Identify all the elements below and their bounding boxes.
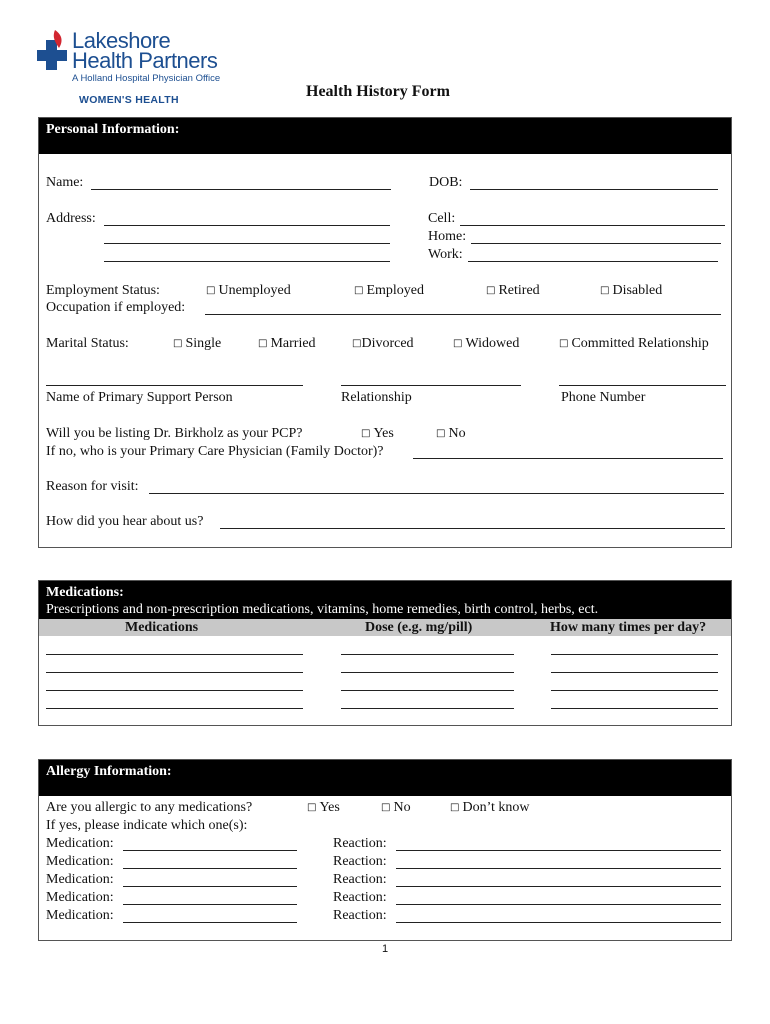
relationship-label: Relationship: [341, 390, 412, 405]
checkbox-icon: □: [307, 802, 317, 813]
medication-frequency-field[interactable]: [551, 672, 718, 673]
employment-option-disabled[interactable]: □ Disabled: [600, 283, 663, 298]
allergy-reaction-field[interactable]: [396, 850, 721, 851]
logo-tagline: A Holland Hospital Physician Office: [72, 73, 221, 84]
allergy-medication-field[interactable]: [123, 886, 297, 887]
allergy-question: Are you allergic to any medications?: [46, 800, 253, 815]
allergy-medication-label: Medication:: [46, 854, 114, 869]
phone-label: Phone Number: [561, 390, 646, 405]
allergy-yes-option[interactable]: □ Yes: [307, 800, 340, 815]
form-title: Health History Form: [306, 83, 450, 100]
allergy-heading: Allergy Information:: [46, 764, 172, 779]
hear-label: How did you hear about us?: [46, 514, 204, 529]
logo-division: WOMEN'S HEALTH: [79, 94, 179, 106]
allergy-medication-field[interactable]: [123, 922, 297, 923]
allergy-medication-field[interactable]: [123, 850, 297, 851]
logo-line2: Health Partners: [72, 48, 218, 73]
medications-column-headers: [39, 619, 731, 636]
marital-option-married[interactable]: □ Married: [258, 336, 316, 351]
phone-field[interactable]: [559, 385, 726, 386]
marital-option-single[interactable]: □ Single: [173, 336, 222, 351]
pcp-question: Will you be listing Dr. Birkholz as your PCP?: [46, 426, 303, 441]
checkbox-icon: □: [361, 428, 371, 439]
medications-heading-bar: [39, 581, 731, 619]
medications-heading: Medications:: [46, 585, 124, 600]
allergy-indicate-label: If yes, please indicate which one(s):: [46, 818, 248, 833]
marital-option-committed[interactable]: □ Committed Relationship: [559, 336, 709, 351]
cell-label: Cell:: [428, 211, 456, 226]
occupation-label: Occupation if employed:: [46, 300, 186, 315]
lakeshore-logo: [37, 26, 247, 108]
medication-name-field[interactable]: [46, 654, 303, 655]
employment-label: Employment Status:: [46, 283, 160, 298]
medication-dose-field[interactable]: [341, 654, 514, 655]
allergy-reaction-label: Reaction:: [333, 854, 387, 869]
marital-option-widowed[interactable]: □ Widowed: [453, 336, 520, 351]
marital-label: Marital Status:: [46, 336, 129, 351]
medications-subheading: Prescriptions and non-prescription medications, vitamins, home remedies, birth control, herbs, ect.: [46, 602, 599, 617]
medication-name-field[interactable]: [46, 672, 303, 673]
allergy-reaction-label: Reaction:: [333, 908, 387, 923]
col-medications: Medications: [125, 620, 199, 635]
medication-dose-field[interactable]: [341, 708, 514, 709]
address-field-2[interactable]: [104, 243, 390, 244]
hear-field[interactable]: [220, 528, 725, 529]
checkbox-icon: □: [352, 338, 362, 349]
home-field[interactable]: [471, 243, 721, 244]
medication-frequency-field[interactable]: [551, 690, 718, 691]
reason-label: Reason for visit:: [46, 479, 139, 494]
col-frequency: How many times per day?: [550, 620, 707, 635]
personal-heading: Personal Information:: [46, 122, 180, 137]
medication-dose-field[interactable]: [341, 690, 514, 691]
col-dose: Dose (e.g. mg/pill): [365, 620, 473, 635]
work-label: Work:: [428, 247, 463, 262]
allergy-reaction-label: Reaction:: [333, 890, 387, 905]
logo-line1: Lakeshore: [72, 28, 171, 53]
support-person-label: Name of Primary Support Person: [46, 390, 233, 405]
personal-information-section: [38, 117, 732, 548]
checkbox-icon: □: [600, 285, 610, 296]
allergy-dontknow-option[interactable]: □ Don’t know: [450, 800, 530, 815]
name-label: Name:: [46, 175, 84, 190]
medications-section: [38, 580, 732, 726]
pcp-followup-label: If no, who is your Primary Care Physician (Family Doctor)?: [46, 444, 384, 459]
cell-field[interactable]: [460, 225, 725, 226]
pcp-no-option[interactable]: □ No: [436, 426, 466, 441]
work-field[interactable]: [468, 261, 718, 262]
medication-dose-field[interactable]: [341, 672, 514, 673]
allergy-reaction-field[interactable]: [396, 868, 721, 869]
allergy-reaction-field[interactable]: [396, 922, 721, 923]
allergy-reaction-label: Reaction:: [333, 836, 387, 851]
checkbox-icon: □: [258, 338, 268, 349]
allergy-medication-label: Medication:: [46, 872, 114, 887]
checkbox-icon: □: [453, 338, 463, 349]
allergy-medication-label: Medication:: [46, 908, 114, 923]
occupation-field[interactable]: [205, 314, 721, 315]
allergy-medication-label: Medication:: [46, 836, 114, 851]
allergy-medication-label: Medication:: [46, 890, 114, 905]
name-field[interactable]: [91, 189, 391, 190]
checkbox-icon: □: [436, 428, 446, 439]
checkbox-icon: □: [450, 802, 460, 813]
pcp-yes-option[interactable]: □ Yes: [361, 426, 394, 441]
checkbox-icon: □: [381, 802, 391, 813]
pcp-name-field[interactable]: [413, 458, 723, 459]
cross-leaf-icon: [37, 28, 69, 72]
medication-frequency-field[interactable]: [551, 654, 718, 655]
address-field-1[interactable]: [104, 225, 390, 226]
dob-label: DOB:: [429, 175, 463, 190]
home-label: Home:: [428, 229, 467, 244]
medication-name-field[interactable]: [46, 690, 303, 691]
relationship-field[interactable]: [341, 385, 521, 386]
allergy-medication-field[interactable]: [123, 904, 297, 905]
employment-option-employed[interactable]: □ Employed: [354, 283, 424, 298]
personal-heading-bar: [39, 118, 731, 154]
allergy-reaction-field[interactable]: [396, 904, 721, 905]
allergy-medication-field[interactable]: [123, 868, 297, 869]
allergy-reaction-field[interactable]: [396, 886, 721, 887]
dob-field[interactable]: [470, 189, 718, 190]
address-label: Address:: [46, 211, 96, 226]
address-field-3[interactable]: [104, 261, 390, 262]
employment-option-retired[interactable]: □ Retired: [486, 283, 540, 298]
checkbox-icon: □: [486, 285, 496, 296]
checkbox-icon: □: [173, 338, 183, 349]
reason-field[interactable]: [149, 493, 724, 494]
allergy-heading-bar: [39, 760, 731, 796]
checkbox-icon: □: [206, 285, 216, 296]
medication-frequency-field[interactable]: [551, 708, 718, 709]
support-person-field[interactable]: [46, 385, 303, 386]
medication-name-field[interactable]: [46, 708, 303, 709]
marital-option-divorced[interactable]: □Divorced: [352, 336, 414, 351]
checkbox-icon: □: [354, 285, 364, 296]
checkbox-icon: □: [559, 338, 569, 349]
allergy-reaction-label: Reaction:: [333, 872, 387, 887]
allergy-no-option[interactable]: □ No: [381, 800, 411, 815]
employment-option-unemployed[interactable]: □ Unemployed: [206, 283, 291, 298]
allergy-information-section: [38, 759, 732, 941]
page-number: 1: [381, 943, 389, 955]
